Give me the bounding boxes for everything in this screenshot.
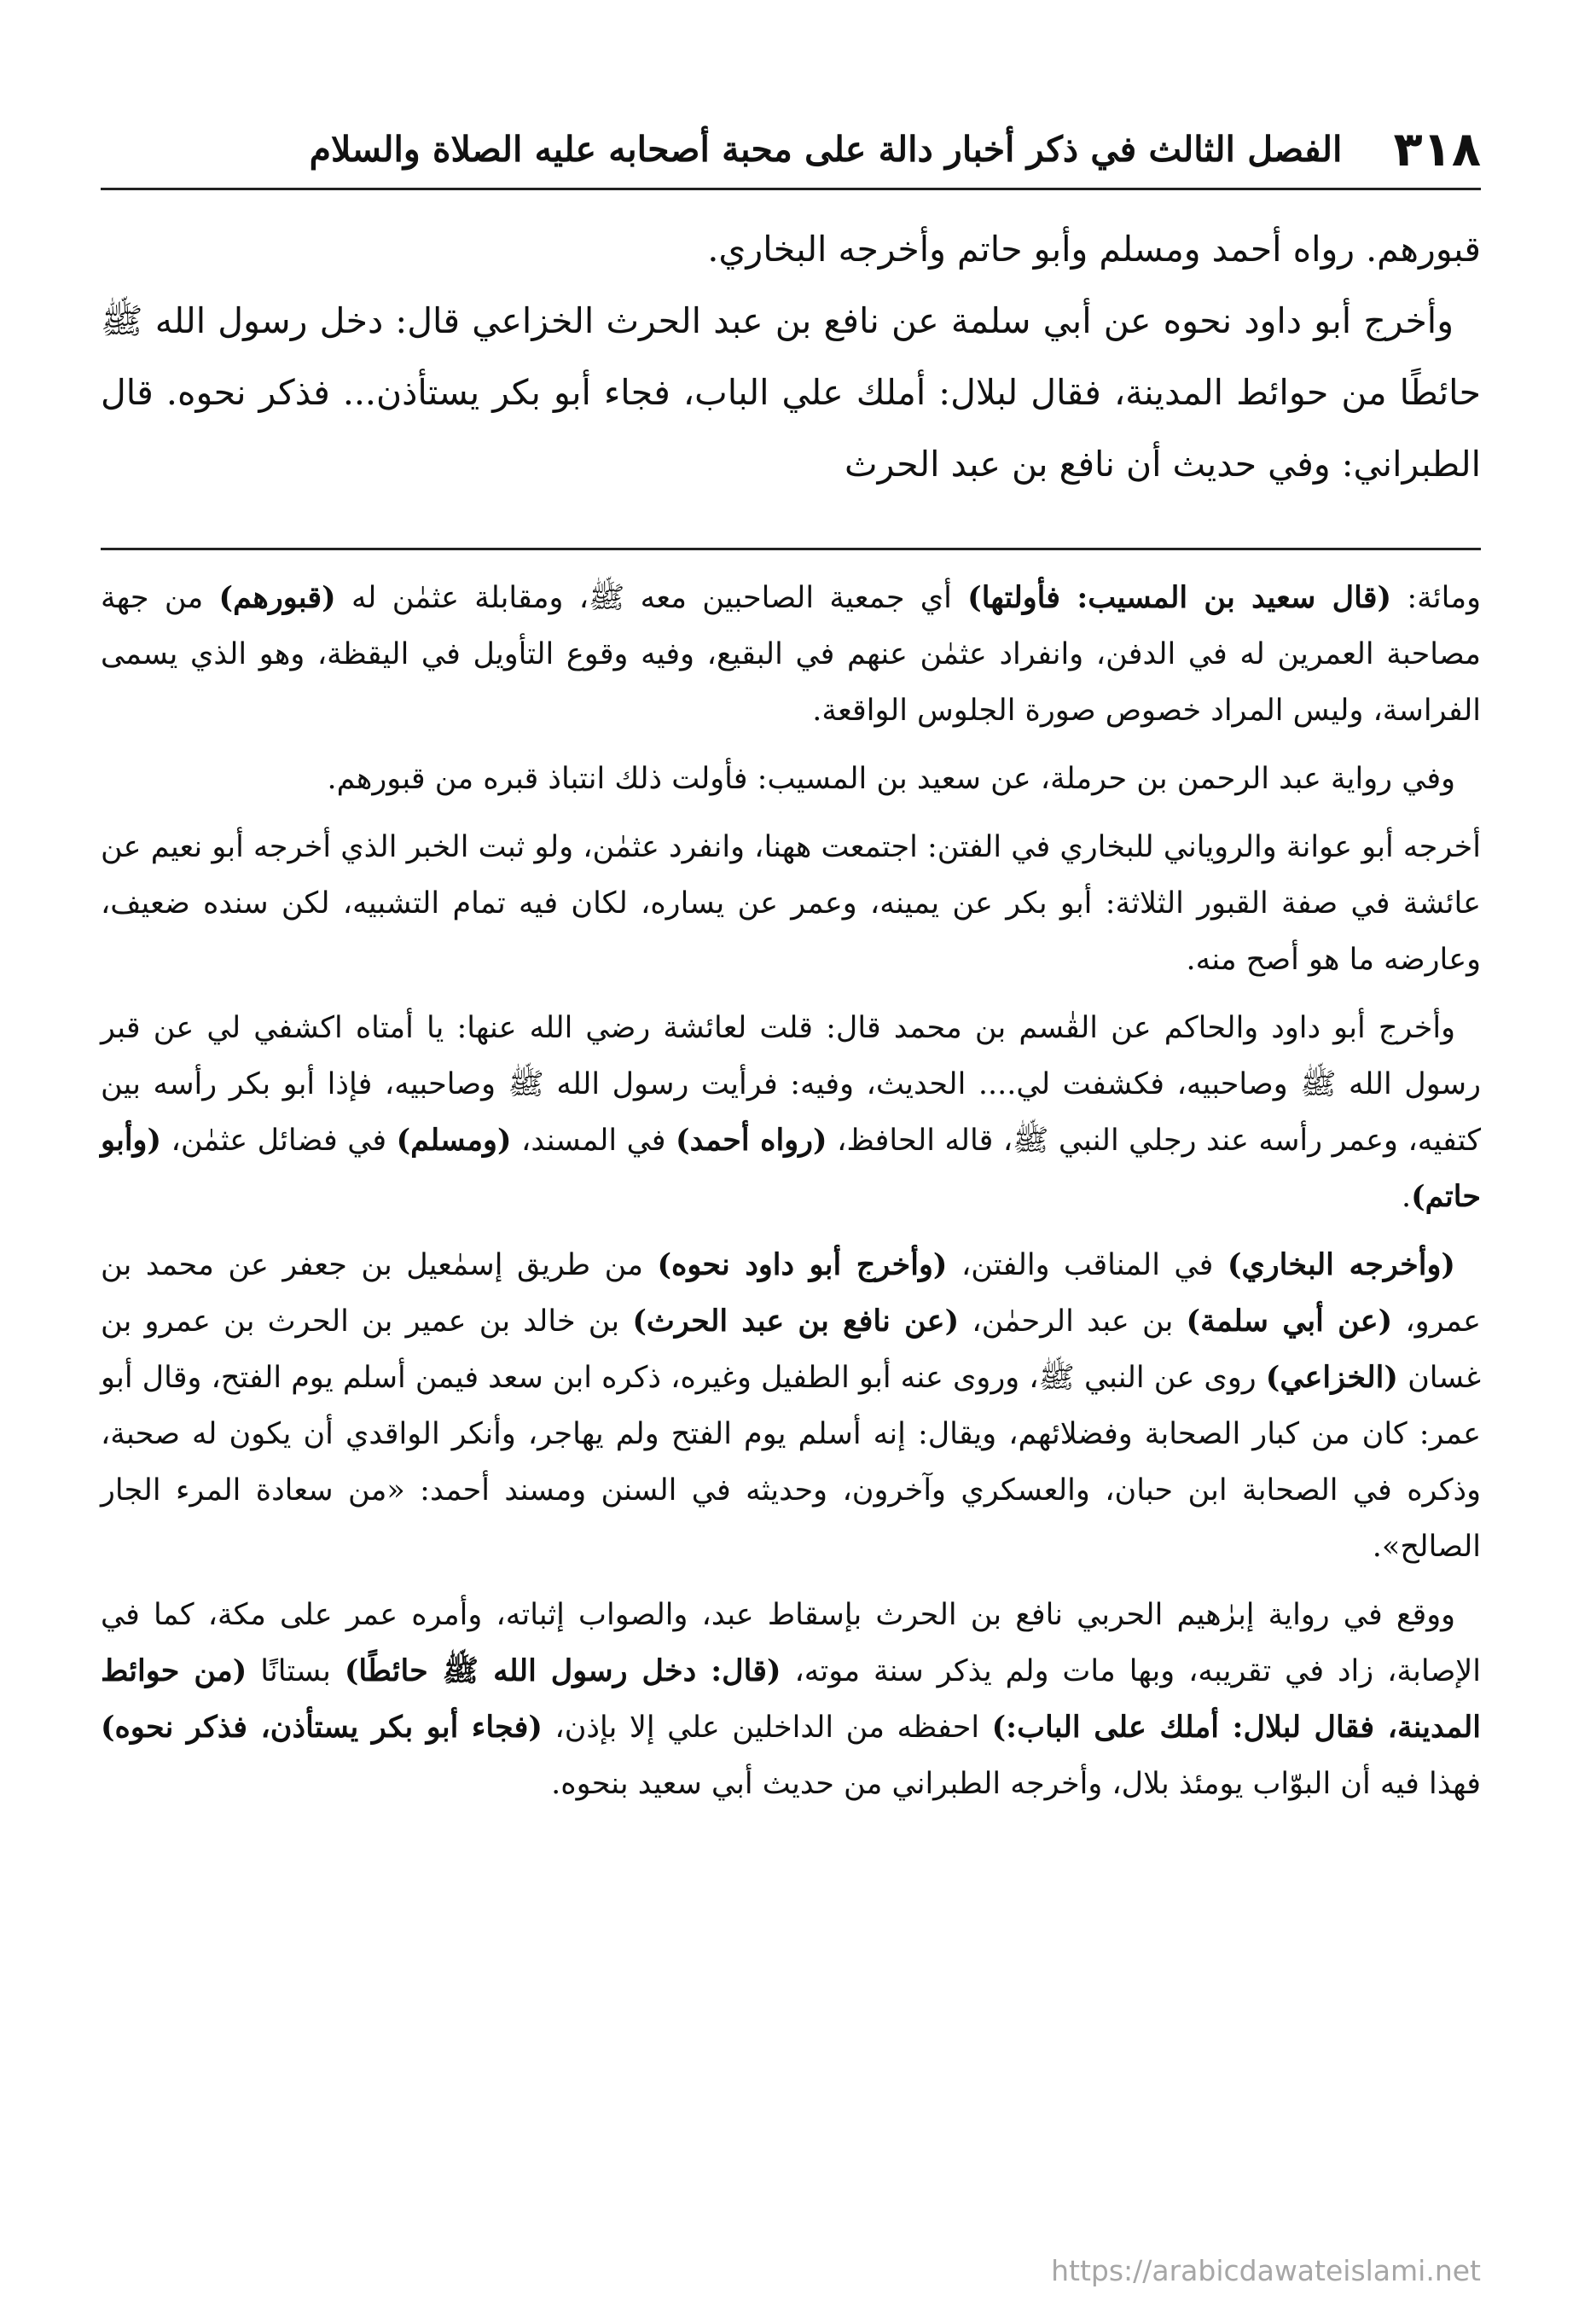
quoted-phrase: (الخزاعي) xyxy=(1265,1360,1398,1395)
quoted-phrase: (وأخرجه البخاري) xyxy=(1227,1247,1455,1282)
commentary-paragraph xyxy=(101,570,1481,739)
commentary-text-run: بستانًا xyxy=(247,1654,345,1688)
main-paragraph: قبورهم. رواه أحمد ومسلم وأبو حاتم وأخرجه البخاري. xyxy=(707,229,1481,270)
commentary-text-run: من جهة مصاحبة العمرين له في الدفن، وانفراد عثمٰن عنهم في البقيع، وفيه وقوع التأويل في اليقظة، وهو الذي يسمى الفراسة، وليس المراد خصوص صورة الجلوس الواقعة. xyxy=(101,581,1481,728)
commentary-text-run: فهذا فيه أن البوّاب يومئذ بلال، وأخرجه الطبراني من حديث أبي سعيد بنحوه. xyxy=(551,1767,1481,1801)
commentary-text-run: من طريق إسمٰعيل بن جعفر عن محمد بن عمرو، xyxy=(101,1248,1481,1339)
commentary-text-run: ومائة: xyxy=(1391,581,1481,615)
commentary-paragraph: أخرجه أبو عوانة والروياني للبخاري في الفتن: اجتمعت ههنا، وانفرد عثمٰن، ولو ثبت الخبر الذي أخرجه أبو نعيم عن عائشة في صفة القبور الثلاثة: أبو بكر عن يمينه، وعمر عن يساره، لكان فيه تمام التشبيه، لكن سنده ضعيف، وعارضه ما هو أصح منه. xyxy=(101,830,1481,977)
quoted-phrase: (قال: دخل رسول الله ﷺ حائطًا) xyxy=(344,1653,781,1688)
commentary-text-run: في المناقب والفتن، xyxy=(947,1248,1228,1282)
commentary-text-run: روى عن النبي ﷺ، وروى عنه أبو الطفيل وغيره، ذكره ابن سعد فيمن أسلم يوم الفتح، وقال أبو عمر: كان من كبار الصحابة وفضلائهم، ويقال: إنه أسلم يوم الفتح ولم يهاجر، وأنكر الواقدي أن يكون له صحبة، وذكره في الصحابة ابن حبان، والعسكري وآخرون، وحديثه في السنن ومسند أحمد: «من سعادة المرء الجار الصالح». xyxy=(101,1361,1481,1564)
watermark-url: https://arabicdawateislami.net xyxy=(1051,2254,1481,2287)
commentary-text-run: بن خالد بن عمير بن الحرث بن عمرو بن غسان xyxy=(101,1304,1481,1395)
footnote-separator xyxy=(101,548,1481,550)
commentary-text-run: أي جمعية الصاحبين معه ﷺ، ومقابلة عثمٰن له xyxy=(335,581,968,615)
quoted-phrase: (رواه أحمد) xyxy=(676,1123,827,1158)
commentary-text-run: في فضائل عثمٰن، xyxy=(161,1124,397,1158)
commentary-paragraph xyxy=(101,1000,1481,1225)
quoted-phrase: (عن نافع بن عبد الحرث) xyxy=(632,1304,960,1339)
quoted-phrase: (من حوائط المدينة، فقال لبلال: أملك على الباب:) xyxy=(101,1653,1482,1745)
commentary-text-run: في المسند، xyxy=(511,1124,676,1158)
commentary-text xyxy=(101,570,1481,1824)
quoted-phrase: (قبورهم) xyxy=(218,580,336,615)
quoted-phrase: (عن أبي سلمة) xyxy=(1186,1304,1393,1339)
commentary-paragraph xyxy=(101,1237,1481,1575)
commentary-paragraph xyxy=(101,1587,1481,1812)
commentary-text-run: ووقع في رواية إبرٰهيم الحربي نافع بن الحرث بإسقاط عبد، والصواب إثباته، وأمره عمر على مكة، كما في الإصابة، زاد في تقريبه، وبها مات ولم يذكر سنة موته، xyxy=(101,1598,1481,1688)
running-title: الفصل الثالث في ذكر أخبار دالة على محبة أصحابه عليه الصلاة والسلام xyxy=(309,129,1343,170)
main-paragraph: وأخرج أبو داود نحوه عن أبي سلمة عن نافع بن عبد الحرث الخزاعي قال: دخل رسول الله ﷺ حائطًا من حوائط المدينة، فقال لبلال: أملك علي الباب، فجاء أبو بكر يستأذن... فذكر نحوه. قال الطبراني: وفي حديث أن نافع بن عبد الحرث xyxy=(101,300,1481,485)
commentary-paragraph: وفي رواية عبد الرحمن بن حرملة، عن سعيد بن المسيب: فأولت ذلك انتباذ قبره من قبورهم. xyxy=(327,762,1455,796)
quoted-phrase: (ومسلم) xyxy=(396,1123,512,1158)
page-number: ٣١٨ xyxy=(1393,121,1481,177)
quoted-phrase: (قال سعيد بن المسيب: فأولتها) xyxy=(967,580,1392,615)
commentary-text-run: احفظه من الداخلين علي إلا بإذن، xyxy=(542,1711,992,1745)
quoted-phrase: (وأبو حاتم) xyxy=(101,1123,1481,1214)
quoted-phrase: (فجاء أبو بكر يستأذن، فذكر نحوه) xyxy=(101,1710,543,1745)
commentary-text-run: بن عبد الرحمٰن، xyxy=(959,1304,1187,1339)
main-text xyxy=(101,213,1481,500)
page-header xyxy=(101,111,1481,190)
commentary-text-run: وأخرج أبو داود والحاكم عن القٰسم بن محمد قال: قلت لعائشة رضي الله عنها: يا أمتاه اكشفي لي عن قبر رسول الله ﷺ وصاحبيه، فكشفت لي.... الحديث، وفيه: فرأيت رسول الله ﷺ وصاحبيه، فإذا أبو بكر رأسه بين كتفيه، وعمر رأسه عند رجلي النبي ﷺ، قاله الحافظ، xyxy=(101,1011,1481,1158)
commentary-text-run: . xyxy=(1401,1180,1412,1214)
quoted-phrase: (وأخرج أبو داود نحوه) xyxy=(657,1247,948,1282)
